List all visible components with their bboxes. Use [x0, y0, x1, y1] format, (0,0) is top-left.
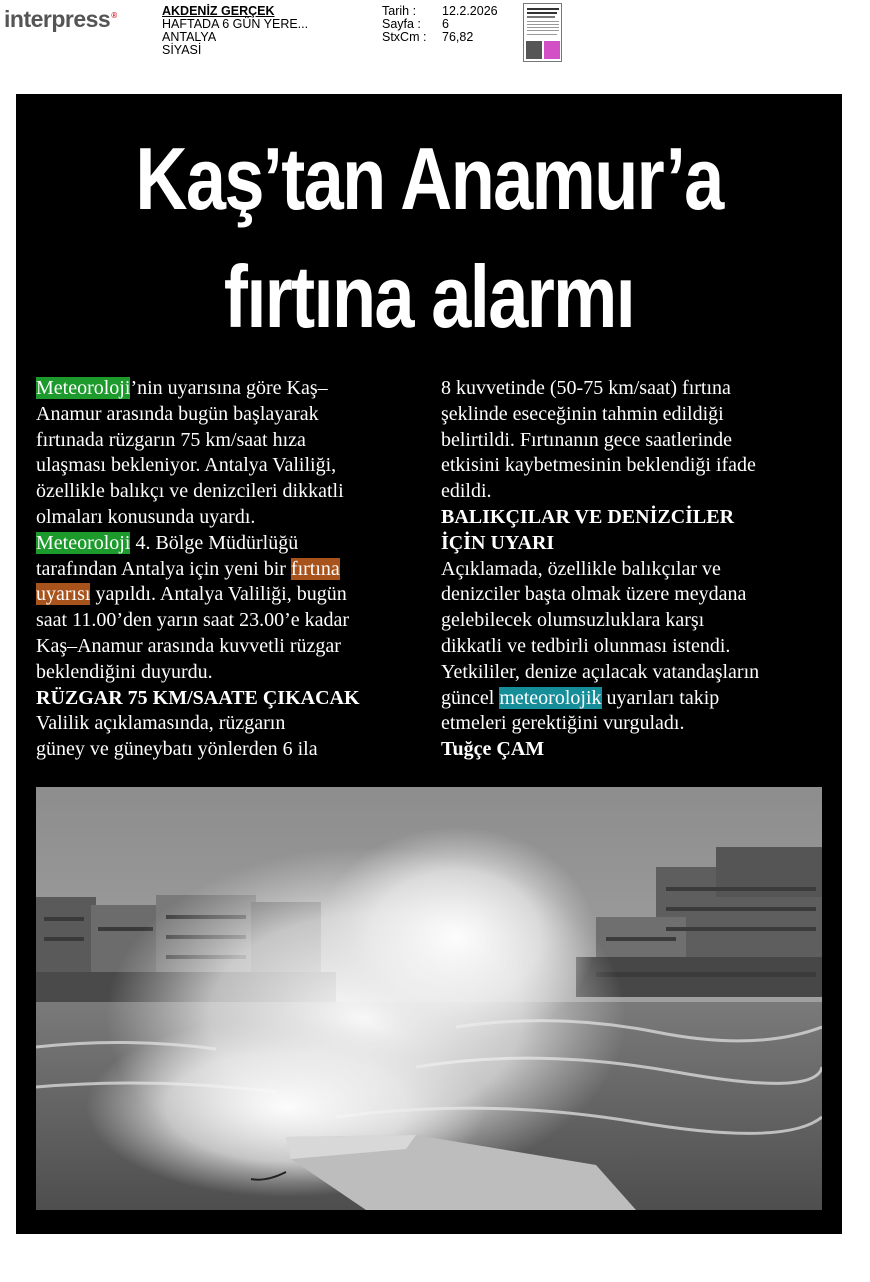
- text-line: denizciler başta olmak üzere meydana: [441, 583, 747, 606]
- text-line: edildi.: [441, 480, 492, 503]
- text-line: şeklinde eseceğinin tahmin edildiği: [441, 402, 724, 425]
- text-line: Yetkililer, denize açılacak vatandaşların: [441, 660, 760, 683]
- text-line: Valilik açıklamasında, rüzgarın: [36, 712, 286, 735]
- author-byline: Tuğçe ÇAM: [441, 738, 545, 761]
- text-span: uyarıları takip: [601, 686, 720, 709]
- text-line: Anamur arasında bugün başlayarak: [36, 402, 319, 425]
- category-name: SİYASİ: [162, 43, 202, 57]
- stxcm-value: 76,82: [442, 30, 474, 44]
- highlight-keyword: uyarısı: [36, 583, 91, 606]
- text-line: özellikle balıkçı ve denizcileri dikkatli: [36, 480, 344, 503]
- text-line: [36, 531, 426, 557]
- headline-line-1: Kaş’tan Anamur’a: [135, 129, 723, 228]
- thumb-photo: [526, 41, 542, 59]
- text-line: [441, 686, 831, 712]
- article-box: [16, 94, 842, 1234]
- clipping-meta-right: [382, 5, 498, 44]
- article-column-left: [36, 376, 426, 763]
- registered-mark: ®: [111, 11, 117, 21]
- text-line: beklendiğini duyurdu.: [36, 660, 213, 683]
- logo-text: interpress: [4, 6, 111, 32]
- storm-photo-illustration: [36, 787, 822, 1210]
- thumb-line: [527, 27, 559, 28]
- stxcm-row: [382, 31, 498, 44]
- text-line: [36, 557, 426, 583]
- text-line: Kaş–Anamur arasında kuvvetli rüzgar: [36, 634, 341, 657]
- section-name: HAFTADA 6 GÜN YERE...: [162, 17, 309, 31]
- subheading: İÇİN UYARI: [441, 531, 555, 554]
- text-line: [36, 582, 426, 608]
- thumb-line: [527, 8, 559, 10]
- date-value: 12.2.2026: [442, 4, 498, 18]
- page-label: Sayfa :: [382, 17, 421, 31]
- text-line: saat 11.00’den yarın saat 23.00’e kadar: [36, 609, 350, 632]
- article-column-right: [441, 376, 831, 763]
- text-line: belirtildi. Fırtınanın gece saatlerinde: [441, 428, 733, 451]
- wave-spray: [316, 827, 596, 1047]
- text-line: etkisini kaybetmesinin beklendiği ifade: [441, 454, 756, 477]
- highlight-keyword: Meteoroloji: [36, 531, 131, 554]
- text-span: ’nin uyarısına göre Kaş–: [130, 377, 328, 399]
- thumb-line: [527, 24, 559, 25]
- headline-line-2: fırtına alarmı: [223, 247, 635, 346]
- city-name: ANTALYA: [162, 30, 217, 44]
- subheading: RÜZGAR 75 KM/SAATE ÇIKACAK: [36, 686, 360, 709]
- stxcm-label: StxCm :: [382, 30, 427, 44]
- thumb-line: [527, 30, 559, 31]
- page-thumbnail[interactable]: [523, 3, 562, 62]
- page-value: 6: [442, 17, 449, 31]
- text-span: yapıldı. Antalya Valiliği, bugün: [90, 583, 347, 606]
- text-line: ulaşması bekleniyor. Antalya Valiliği,: [36, 454, 337, 477]
- text-span: 4. Bölge Müdürlüğü: [130, 531, 299, 554]
- text-line: 8 kuvvetinde (50-75 km/saat) fırtına: [441, 377, 731, 399]
- thumb-line: [527, 21, 559, 22]
- text-line: fırtınada rüzgarın 75 km/saat hıza: [36, 428, 306, 451]
- interpress-logo: [4, 6, 117, 33]
- text-line: gelebilecek olumsuzluklara karşı: [441, 609, 705, 632]
- thumb-line: [527, 16, 555, 18]
- text-line: [36, 376, 426, 402]
- text-span: tarafından Antalya için yeni bir: [36, 557, 291, 580]
- storm-photo: [36, 787, 822, 1210]
- text-line: güney ve güneybatı yönlerden 6 ila: [36, 738, 318, 761]
- text-span: güncel: [441, 686, 500, 709]
- highlight-keyword: fırtına: [290, 557, 340, 580]
- thumb-ad: [544, 41, 560, 59]
- headline: [16, 120, 842, 356]
- highlight-keyword: meteorolojik: [499, 686, 602, 709]
- publication-name: AKDENİZ GERÇEK: [162, 4, 275, 18]
- thumb-line: [527, 12, 557, 14]
- clipping-meta-left: [162, 5, 308, 57]
- highlight-keyword: Meteoroloji: [36, 377, 131, 399]
- text-line: olmaları konusunda uyardı.: [36, 505, 256, 528]
- thumb-line: [527, 34, 557, 35]
- text-line: Açıklamada, özellikle balıkçılar ve: [441, 557, 721, 580]
- date-label: Tarih :: [382, 4, 417, 18]
- text-line: etmeleri gerektiğini vurguladı.: [441, 712, 685, 735]
- text-line: dikkatli ve tedbirli olunması istendi.: [441, 634, 731, 657]
- subheading: BALIKÇILAR VE DENİZCİLER: [441, 505, 735, 528]
